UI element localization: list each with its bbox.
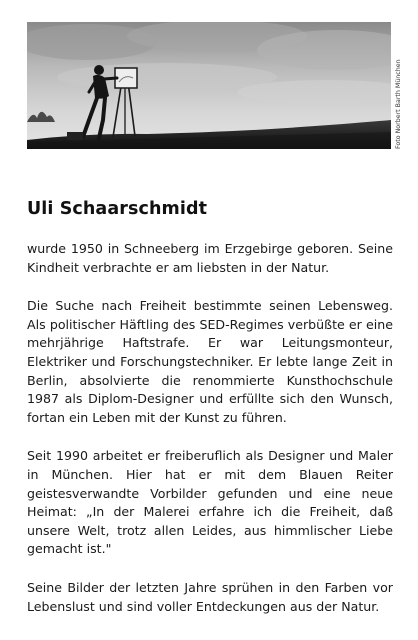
painter-at-easel-image: [27, 22, 391, 149]
biography-text: [27, 240, 393, 636]
artist-name-heading: Uli Schaarschmidt: [27, 199, 208, 219]
biography-paragraph-paintings: Seine Bilder der letzten Jahre sprühen in den Farben vor Lebenslust und sind voller Entdeckungen aus der Natur.: [27, 579, 393, 614]
artist-photo: [27, 22, 391, 149]
photo-credit: Foto Norbert Barth München: [395, 59, 402, 149]
biography-paragraph-munich: Seit 1990 arbeitet er freiberuflich als Designer und Maler in München. Hier hat er mit dem Blauen Reiter geistesverwandte Vorbilder gefunden und eine neue Heimat: „In der Malerei erfahre ich die Freiheit, daß unsere Welt, trotz allen Leides, aus himmlischer Liebe gemacht ist.": [27, 448, 393, 557]
biography-paragraph-birth: wurde 1950 in Schneeberg im Erzgebirge geboren. Seine Kindheit verbrachte er am liebsten in der Natur.: [27, 241, 393, 275]
biography-paragraph-career: Die Suche nach Freiheit bestimmte seinen Lebensweg. Als politischer Häftling des SED-Regimes verbüßte er eine mehrjährige Haftstrafe. Er war Leitungsmonteur, Elektriker und Forschungstechniker. Er lebte lange Zeit in Berlin, absolvierte die renommierte Kunsthochschule 1987 als Diplom-Designer und erfüllte sich den Wunsch, fortan ein Leben mit der Kunst zu führen.: [27, 298, 393, 425]
